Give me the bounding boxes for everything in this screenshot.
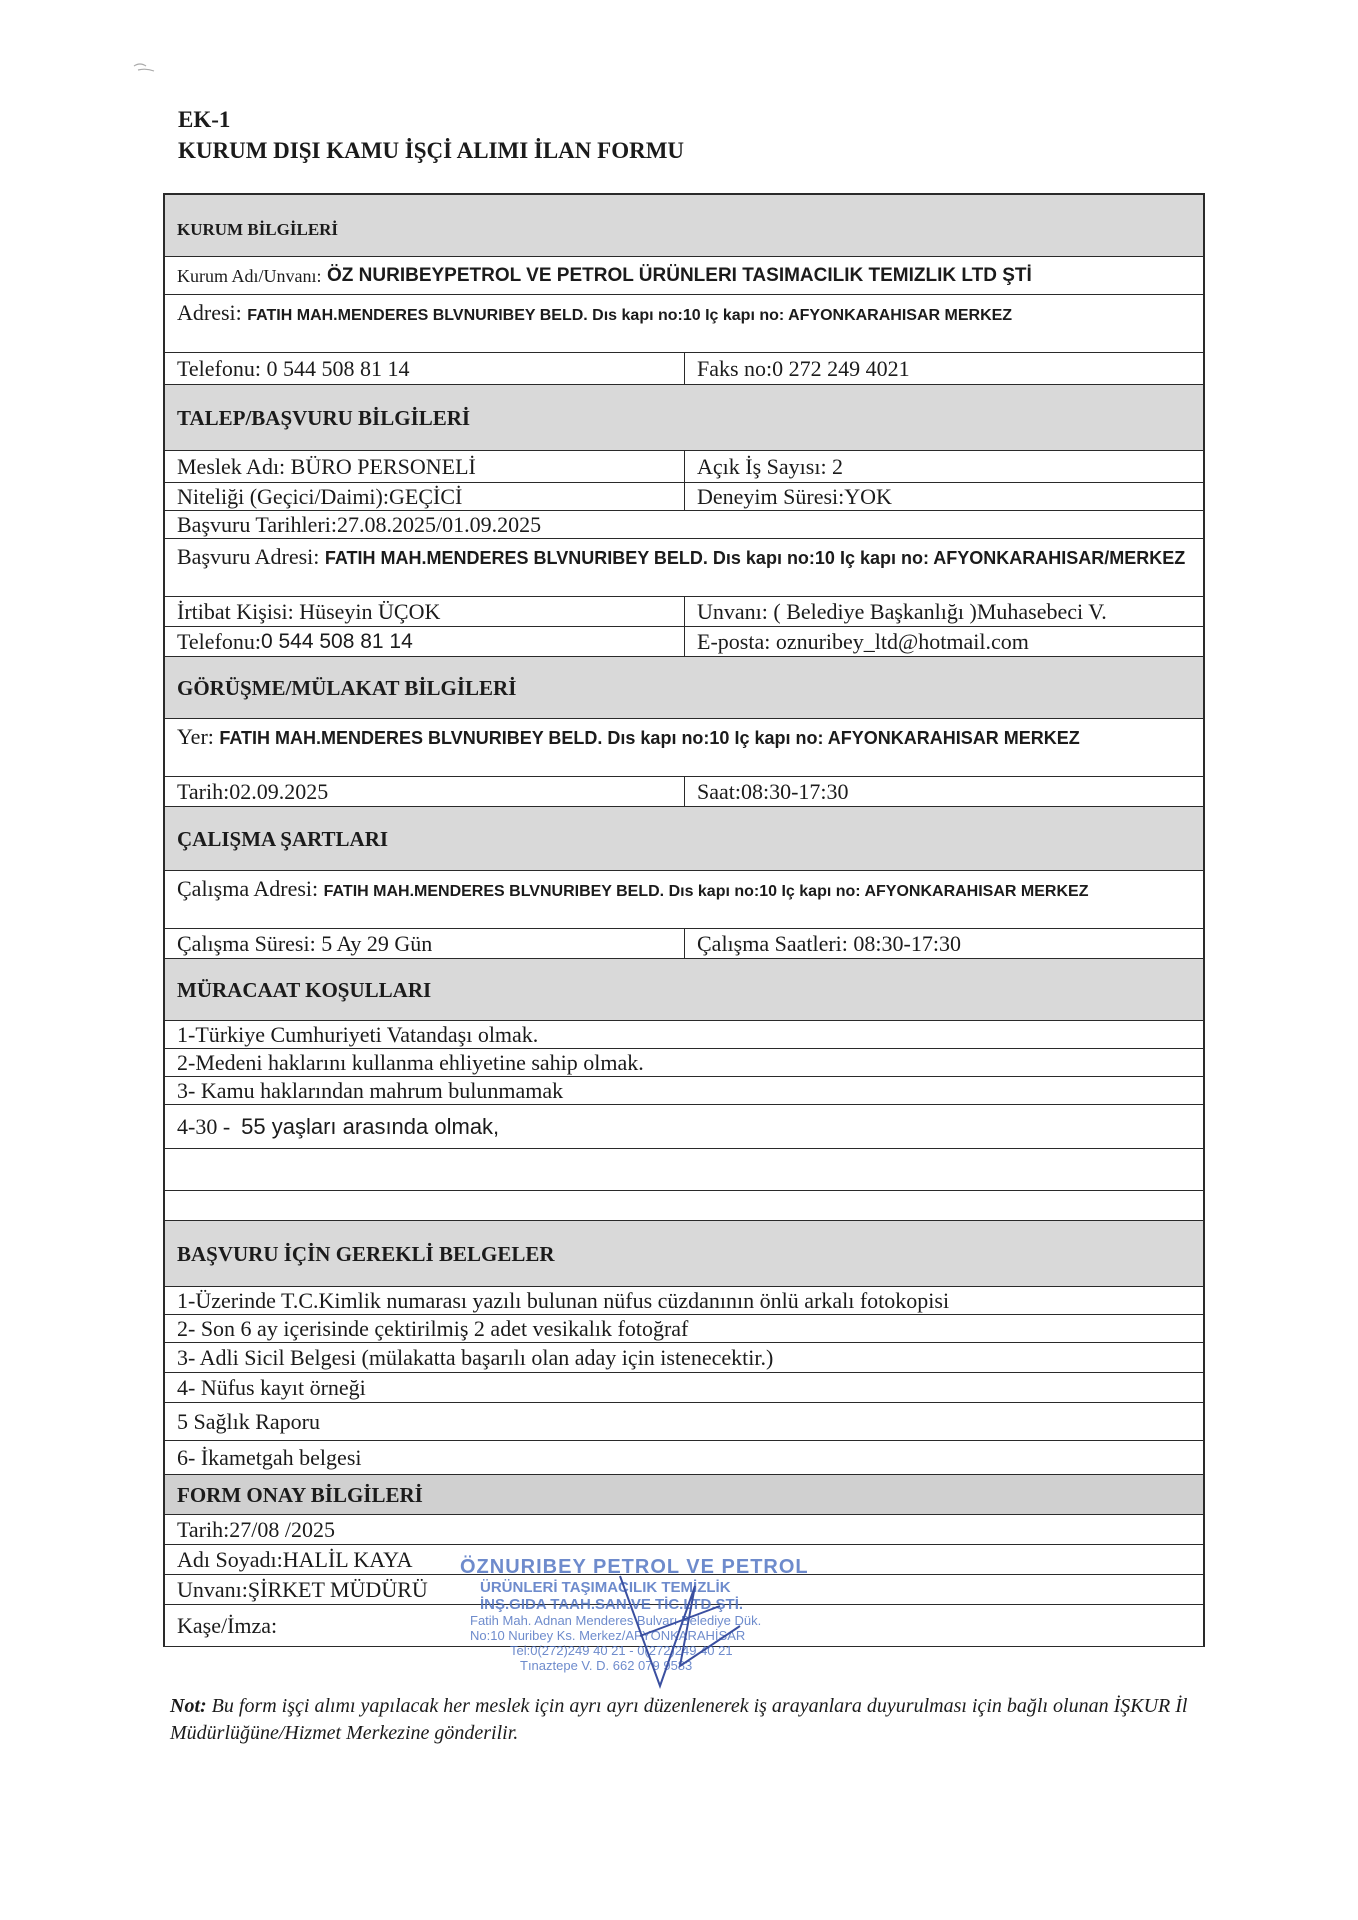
gorusme-section-row bbox=[165, 657, 1205, 719]
section-header-calisma: ÇALIŞMA ŞARTLARI bbox=[165, 807, 1203, 870]
kosul-1: 1-Türkiye Cumhuriyeti Vatandaşı olmak. bbox=[177, 1021, 539, 1047]
kurum-name-label: Kurum Adı/Unvanı: bbox=[177, 265, 322, 286]
belge-row-2 bbox=[165, 1315, 1205, 1343]
belge-5: 5 Sağlık Raporu bbox=[177, 1408, 320, 1434]
basvuru-tarihleri: Başvuru Tarihleri:27.08.2025/01.09.2025 bbox=[177, 511, 542, 537]
acik-is-sayisi: Açık İş Sayısı: 2 bbox=[697, 453, 844, 479]
talep-row-1 bbox=[165, 451, 1205, 483]
gorusme-yer bbox=[165, 719, 1203, 776]
gorusme-row-1 bbox=[165, 719, 1205, 777]
talep-section-row bbox=[165, 385, 1205, 451]
announcement-form bbox=[163, 193, 1205, 1647]
belge-row-3 bbox=[165, 1343, 1205, 1373]
calisma-suresi: Çalışma Süresi: 5 Ay 29 Gün bbox=[165, 929, 685, 958]
calisma-adresi-value: FATIH MAH.MENDERES BLVNURIBEY BELD. Dıs kapı no:10 Iç kapı no: AFYONKARAHISAR MERKEZ bbox=[323, 883, 1089, 900]
empty-cell bbox=[165, 1191, 1203, 1220]
form-title: KURUM DIŞI KAMU İŞÇİ ALIMI İLAN FORMU bbox=[178, 138, 685, 163]
kosul-4-text: 55 yaşları arasında olmak, bbox=[241, 1113, 500, 1139]
talep-row-2 bbox=[165, 483, 1205, 511]
basvuru-adresi-value: FATIH MAH.MENDERES BLVNURIBEY BELD. Dıs kapı no:10 Iç kapı no: AFYONKARAHISAR/MERKEZ bbox=[324, 548, 1186, 568]
stamp-line-4: Fatih Mah. Adnan Menderes Bulvarı Belediye Dük. bbox=[470, 1613, 762, 1628]
onay-row-4 bbox=[165, 1605, 1205, 1647]
irtibat-unvani: Unvanı: ( Belediye Başkanlığı )Muhasebeci V. bbox=[697, 598, 1107, 624]
talep-row-5 bbox=[165, 597, 1205, 627]
talep-row-6 bbox=[165, 627, 1205, 657]
section-header-belgeler: BAŞVURU İÇİN GEREKLİ BELGELER bbox=[165, 1221, 1203, 1286]
stamp-line-2: ÜRÜNLERİ TAŞIMACILIK TEMİZLİK bbox=[480, 1579, 731, 1596]
kurum-name bbox=[165, 257, 1203, 294]
onay-row-3 bbox=[165, 1575, 1205, 1605]
stamp-line-3: İNŞ.GIDA TAAH.SAN.VE TİC.LTD.ŞTİ. bbox=[480, 1596, 744, 1613]
kosul-row-1 bbox=[165, 1021, 1205, 1049]
kosul-4 bbox=[165, 1105, 1203, 1148]
muracaat-section-row bbox=[165, 959, 1205, 1021]
talep-telefon bbox=[165, 627, 685, 656]
calisma-section-row bbox=[165, 807, 1205, 871]
basvuru-adresi-label: Başvuru Adresi: bbox=[177, 544, 320, 569]
kosul-row-4 bbox=[165, 1105, 1205, 1149]
page-header bbox=[178, 104, 684, 166]
section-header-onay: FORM ONAY BİLGİLERİ bbox=[165, 1475, 1203, 1514]
irtibat-kisisi: İrtibat Kişisi: Hüseyin ÜÇOK bbox=[165, 597, 685, 626]
stamp-line-7: Tınaztepe V. D. 662 079 9583 bbox=[520, 1658, 693, 1673]
section-header-muracaat: MÜRACAAT KOŞULLARI bbox=[165, 959, 1203, 1020]
meslek-adi: Meslek Adı: BÜRO PERSONELİ bbox=[165, 451, 685, 482]
onay-unvani: Unvanı:ŞİRKET MÜDÜRÜ bbox=[177, 1576, 428, 1602]
gorusme-row-2 bbox=[165, 777, 1205, 807]
onay-tarih: Tarih:27/08 /2025 bbox=[165, 1515, 1205, 1544]
kurum-section-row bbox=[165, 195, 1205, 257]
note-text: Bu form işçi alımı yapılacak her meslek için ayrı ayrı düzenlenerek iş arayanlara duyurulması için bağlı olunan İŞKUR İl Müdürlüğüne/Hizmet Merkezine gönderilir. bbox=[170, 1695, 1188, 1744]
talep-telefon-label: Telefonu: bbox=[177, 628, 261, 654]
kosul-2: 2-Medeni haklarını kullanma ehliyetine sahip olmak. bbox=[177, 1049, 644, 1075]
calisma-adresi bbox=[165, 871, 1203, 928]
stamp-line-6: Tel:0(272)249 40 21 - 0(272)249 40 21 bbox=[510, 1643, 733, 1658]
belge-6: 6- İkametgah belgesi bbox=[177, 1444, 362, 1470]
kurum-contact-row bbox=[165, 353, 1205, 385]
scan-mark bbox=[120, 56, 170, 76]
belge-row-1 bbox=[165, 1287, 1205, 1315]
belge-2: 2- Son 6 ay içerisinde çektirilmiş 2 adet vesikalık fotoğraf bbox=[177, 1315, 689, 1341]
kurum-address-value: FATIH MAH.MENDERES BLVNURIBEY BELD. Dıs kapı no:10 Iç kapı no: AFYONKARAHISAR MERKEZ bbox=[247, 307, 1013, 324]
belge-row-6 bbox=[165, 1441, 1205, 1475]
stamp-line-5: No:10 Nuribey Ks. Merkez/AFYONKARAHİSAR bbox=[470, 1628, 746, 1643]
form-code: EK-1 bbox=[178, 107, 231, 132]
section-header-kurum: KURUM BİLGİLERİ bbox=[165, 195, 1203, 256]
belge-row-5 bbox=[165, 1403, 1205, 1441]
kurum-address-label: Adresi: bbox=[177, 300, 242, 325]
talep-eposta: E-posta: oznuribey_ltd@hotmail.com bbox=[697, 628, 1029, 654]
onay-row-1 bbox=[165, 1515, 1205, 1545]
calisma-adresi-label: Çalışma Adresi: bbox=[177, 876, 319, 901]
kurum-address bbox=[165, 295, 1203, 352]
stamp-line-1: ÖZNURIBEY PETROL VE PETROL bbox=[460, 1556, 809, 1578]
kurum-phone: Telefonu: 0 544 508 81 14 bbox=[165, 353, 685, 384]
belge-row-4 bbox=[165, 1373, 1205, 1403]
kosul-3: 3- Kamu haklarından mahrum bulunmamak bbox=[177, 1077, 564, 1103]
gorusme-yer-value: FATIH MAH.MENDERES BLVNURIBEY BELD. Dıs kapı no:10 Iç kapı no: AFYONKARAHISAR MERKEZ bbox=[219, 728, 1080, 748]
belge-1: 1-Üzerinde T.C.Kimlik numarası yazılı bulunan nüfus cüzdanının önlü arkalı fotokopisi bbox=[177, 1287, 950, 1313]
belge-4: 4- Nüfus kayıt örneği bbox=[177, 1374, 366, 1400]
kurum-name-row bbox=[165, 257, 1205, 295]
talep-telefon-value: 0 544 508 81 14 bbox=[260, 629, 413, 653]
kosul-row-2 bbox=[165, 1049, 1205, 1077]
onay-row-2 bbox=[165, 1545, 1205, 1575]
section-header-talep: TALEP/BAŞVURU BİLGİLERİ bbox=[165, 385, 1203, 450]
kurum-fax: Faks no:0 272 249 4021 bbox=[697, 355, 910, 381]
belge-3: 3- Adli Sicil Belgesi (mülakatta başarılı olan aday için istenecektir.) bbox=[177, 1344, 774, 1370]
section-header-gorusme: GÖRÜŞME/MÜLAKAT BİLGİLERİ bbox=[165, 657, 1203, 718]
gorusme-tarih: Tarih:02.09.2025 bbox=[165, 777, 685, 806]
basvuru-adresi bbox=[165, 539, 1203, 596]
note-label: Not: bbox=[170, 1695, 207, 1717]
talep-row-4 bbox=[165, 539, 1205, 597]
empty-cell bbox=[165, 1149, 1203, 1190]
kosul-row-3 bbox=[165, 1077, 1205, 1105]
calisma-row-2 bbox=[165, 929, 1205, 959]
onay-adi-soyadi: Adı Soyadı:HALİL KAYA bbox=[177, 1546, 413, 1572]
kosul-4-prefix: 4-30 - bbox=[177, 1113, 231, 1139]
talep-row-3 bbox=[165, 511, 1205, 539]
onay-section-row bbox=[165, 1475, 1205, 1515]
kosul-empty-row-1 bbox=[165, 1149, 1205, 1191]
kurum-name-value: ÖZ NURIBEYPETROL VE PETROL ÜRÜNLERI TASIMACILIK TEMIZLIK LTD ŞTİ bbox=[327, 264, 1032, 286]
form-note bbox=[170, 1693, 1220, 1747]
calisma-saatleri: Çalışma Saatleri: 08:30-17:30 bbox=[697, 930, 961, 956]
kosul-empty-row-2 bbox=[165, 1191, 1205, 1221]
belgeler-section-row bbox=[165, 1221, 1205, 1287]
deneyim-suresi: Deneyim Süresi:YOK bbox=[697, 483, 892, 509]
gorusme-saat: Saat:08:30-17:30 bbox=[697, 778, 849, 804]
gorusme-yer-label: Yer: bbox=[177, 724, 214, 749]
calisma-row-1 bbox=[165, 871, 1205, 929]
kurum-address-row bbox=[165, 295, 1205, 353]
niteligi: Niteliği (Geçici/Daimi):GEÇİCİ bbox=[165, 483, 685, 510]
onay-kase-imza: Kaşe/İmza: bbox=[177, 1612, 278, 1638]
